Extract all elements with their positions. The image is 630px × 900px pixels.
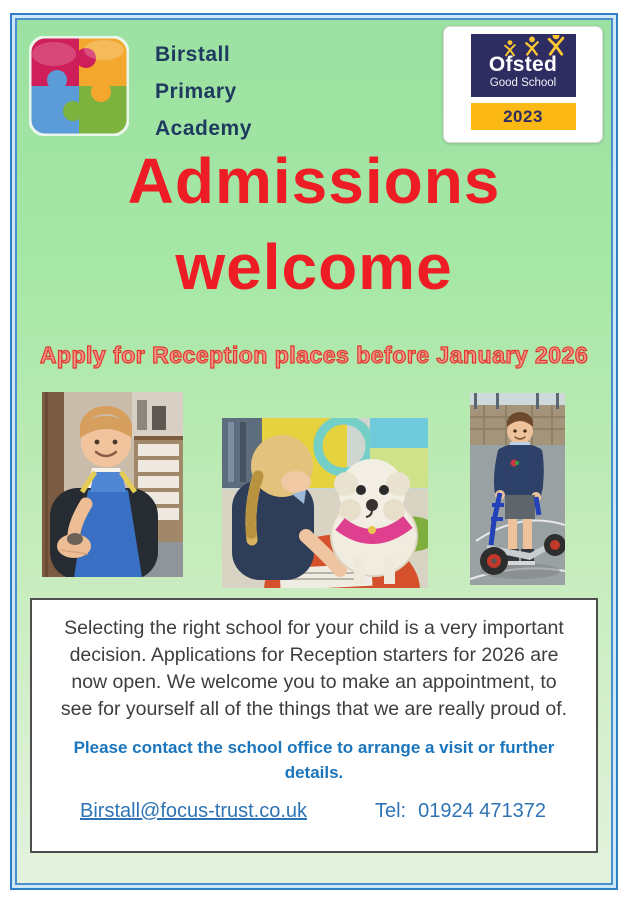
ofsted-badge bbox=[443, 26, 603, 143]
flyer-frame-middle bbox=[12, 15, 616, 888]
hero-subtitle: Apply for Reception places before January 2026 bbox=[39, 342, 589, 368]
photo-row bbox=[17, 392, 611, 612]
email-link[interactable]: Birstall@focus-trust.co.uk bbox=[80, 800, 308, 822]
boy-on-scooter-photo bbox=[470, 393, 565, 585]
telephone-label: Tel: bbox=[374, 800, 407, 822]
ofsted-brand-text: Ofsted bbox=[488, 53, 558, 76]
page-title-line-1: Admissions bbox=[127, 145, 501, 217]
telephone-number: 01924 471372 bbox=[418, 800, 546, 822]
flyer-outer-frame bbox=[10, 13, 618, 890]
contact-cta-text: Please contact the school office to arrange a visit or further details. bbox=[73, 738, 555, 782]
girl-reading-with-school-dog-photo bbox=[222, 418, 428, 588]
contact-row bbox=[54, 800, 574, 823]
school-name bbox=[155, 36, 252, 147]
info-box bbox=[30, 598, 598, 853]
flyer-canvas bbox=[15, 18, 613, 885]
info-paragraph: Selecting the right school for your child is a very important decision. Applications for Reception starters for 2026 are now open. We welcome you to make an appointment, to see for yourself all of the things that we are really proud of. bbox=[60, 617, 568, 720]
hero bbox=[17, 138, 611, 369]
header bbox=[29, 26, 603, 147]
page-title-line-2: welcome bbox=[175, 231, 453, 303]
school-name-line-1: Birstall bbox=[155, 43, 231, 66]
child-showing-clay-photo bbox=[42, 392, 183, 577]
jigsaw-puzzle-logo-icon bbox=[29, 36, 129, 136]
school-name-line-3: Academy bbox=[155, 117, 252, 140]
ofsted-jumping-figures-icon bbox=[498, 35, 570, 59]
ofsted-rating-text: Good School bbox=[489, 77, 557, 89]
ofsted-panel bbox=[471, 34, 576, 97]
telephone bbox=[375, 800, 546, 823]
school-name-line-2: Primary bbox=[155, 80, 237, 103]
ofsted-year: 2023 bbox=[471, 103, 576, 130]
